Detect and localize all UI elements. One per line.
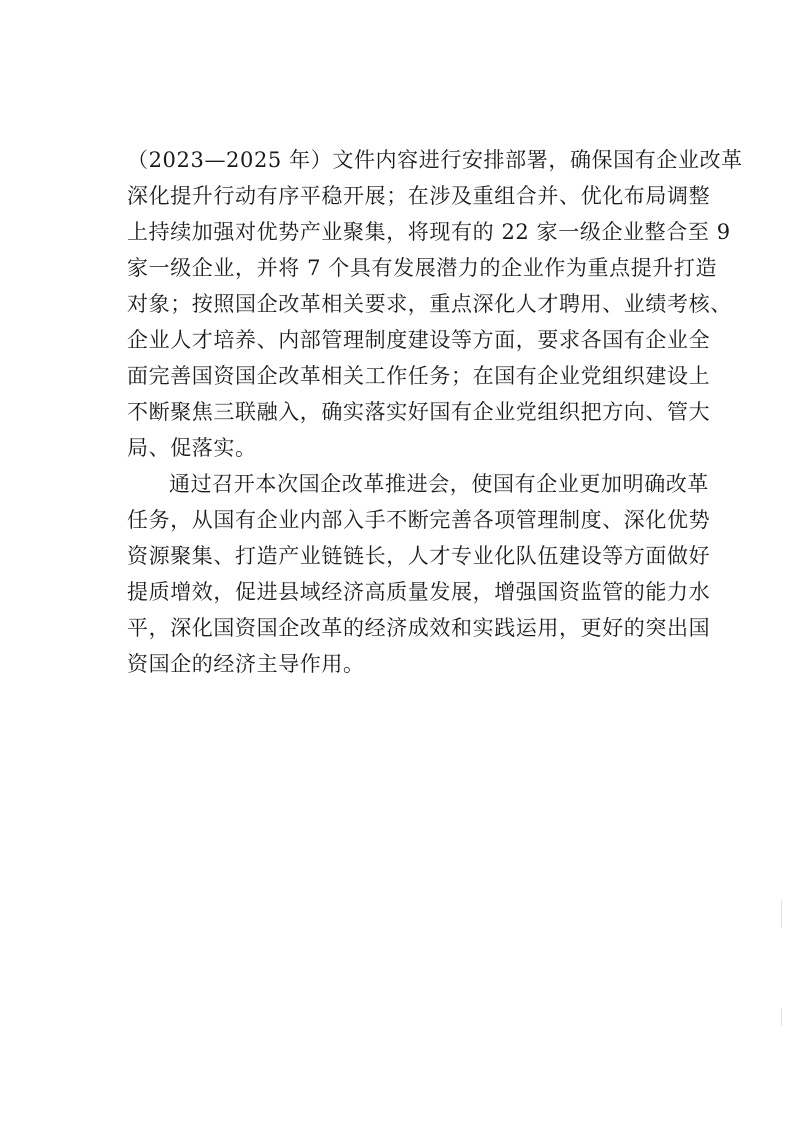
text-line: 提质增效，促进县域经济高质量发展，增强国资监管的能力水 bbox=[127, 580, 711, 604]
text-line: 不断聚焦三联融入，确实落实好国有企业党组织把方向、管大 bbox=[127, 400, 711, 424]
paragraph-1 bbox=[127, 142, 743, 466]
text-line: 平，深化国资国企改革的经济成效和实践运用，更好的突出国 bbox=[127, 616, 711, 640]
text-line: 对象；按照国企改革相关要求，重点深化人才聘用、业绩考核、 bbox=[127, 292, 732, 316]
scan-edge-mark bbox=[781, 900, 782, 928]
text-line: 深化提升行动有序平稳开展；在涉及重组合并、优化布局调整 bbox=[127, 184, 711, 208]
text-line: 资国企的经济主导作用。 bbox=[127, 652, 365, 676]
text-line: 资源聚集、打造产业链链长，人才专业化队伍建设等方面做好 bbox=[127, 544, 711, 568]
text-line: 任务，从国有企业内部入手不断完善各项管理制度、深化优势 bbox=[127, 508, 711, 532]
text-line: （2023—2025 年）文件内容进行安排部署，确保国有企业改革 bbox=[127, 148, 743, 172]
text-line: 局、促落实。 bbox=[127, 436, 257, 460]
paragraph-2 bbox=[127, 466, 711, 682]
text-line: 上持续加强对优势产业聚集，将现有的 22 家一级企业整合至 9 bbox=[127, 220, 731, 244]
text-line: 企业人才培养、内部管理制度建设等方面，要求各国有企业全 bbox=[127, 328, 711, 352]
text-line: 面完善国资国企改革相关工作任务；在国有企业党组织建设上 bbox=[127, 364, 711, 388]
scan-edge-mark bbox=[781, 1008, 782, 1026]
text-line: 家一级企业，并将 7 个具有发展潜力的企业作为重点提升打造 bbox=[127, 256, 718, 280]
body-text bbox=[127, 142, 743, 682]
text-line: 通过召开本次国企改革推进会，使国有企业更加明确改革 bbox=[169, 472, 709, 496]
